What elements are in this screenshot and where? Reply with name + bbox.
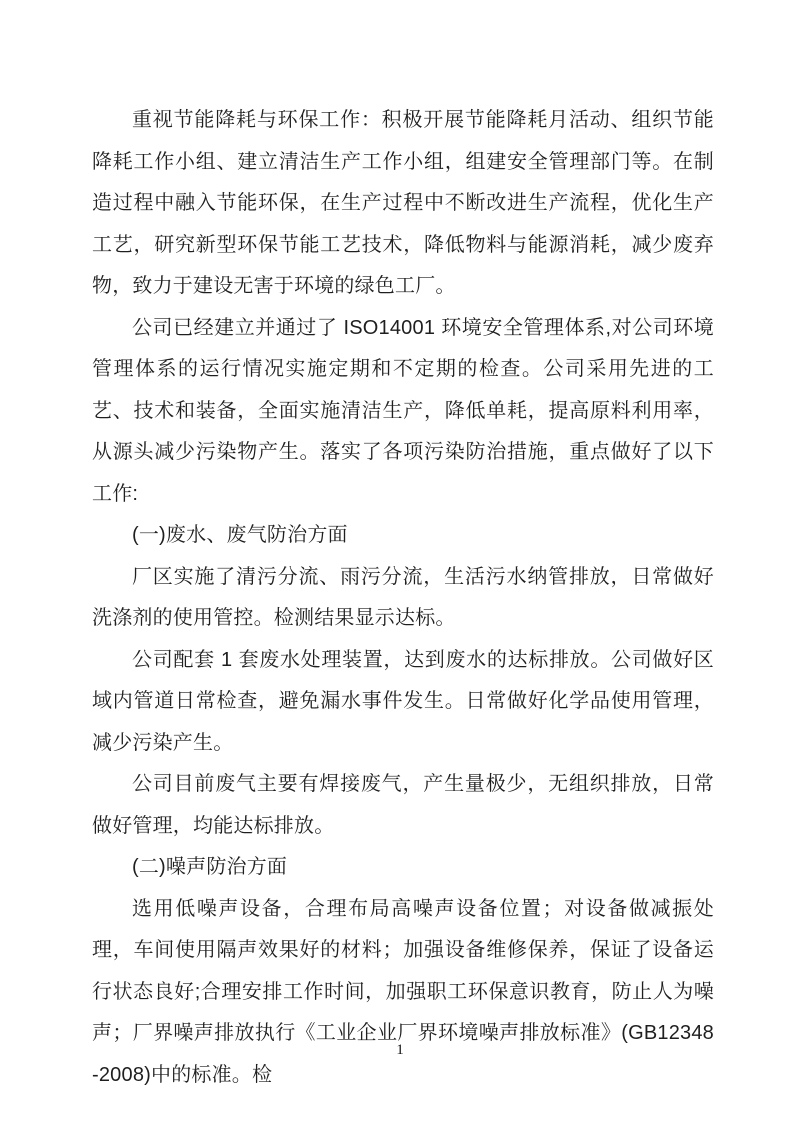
section-heading-wastewater-gas: (一)废水、废气防治方面 — [132, 524, 348, 546]
section-heading-noise-control: (二)噪声防治方面 — [132, 856, 288, 878]
paragraph-energy-saving-overview: 重视节能降耗与环保工作：积极开展节能降耗月活动、组织节能降耗工作小组、建立清洁生产工作小组，组建安全管理部门等。在制造过程中融入节能环保，在生产过程中不断改进生产流程，优化生产工艺，研究新型环保节能工艺技术，降低物料与能源消耗，减少废弃物，致力于建设无害于环境的绿色工厂。 — [92, 109, 714, 297]
page-number: 1 — [396, 1042, 404, 1058]
paragraph-wastewater-treatment: 公司配套 1 套废水处理装置，达到废水的达标排放。公司做好区域内管道日常检查，避免漏水事件发生。日常做好化学品使用管理，减少污染产生。 — [92, 648, 714, 754]
paragraph-noise-measures: 选用低噪声设备，合理布局高噪声设备位置；对设备做减振处理，车间使用隔声效果好的材料；加强设备维修保养，保证了设备运行状态良好;合理安排工作时间，加强职工环保意识教育，防止人为噪声；厂界噪声排放执行《工业企业厂界环境噪声排放标准》(GB12348-2008)中的标准。检 — [92, 897, 714, 1086]
paragraph-welding-exhaust: 公司目前废气主要有焊接废气，产生量极少，无组织排放，日常做好管理，均能达标排放。 — [92, 773, 714, 837]
document-body — [92, 100, 714, 1096]
paragraph-drainage-separation: 厂区实施了清污分流、雨污分流，生活污水纳管排放，日常做好洗涤剂的使用管控。检测结果显示达标。 — [92, 565, 714, 629]
paragraph-iso14001-management: 公司已经建立并通过了 ISO14001 环境安全管理体系,对公司环境管理体系的运行情况实施定期和不定期的检查。公司采用先进的工艺、技术和装备，全面实施清洁生产，降低单耗，提高原料利用率，从源头减少污染物产生。落实了各项污染防治措施，重点做好了以下工作: — [92, 316, 714, 505]
